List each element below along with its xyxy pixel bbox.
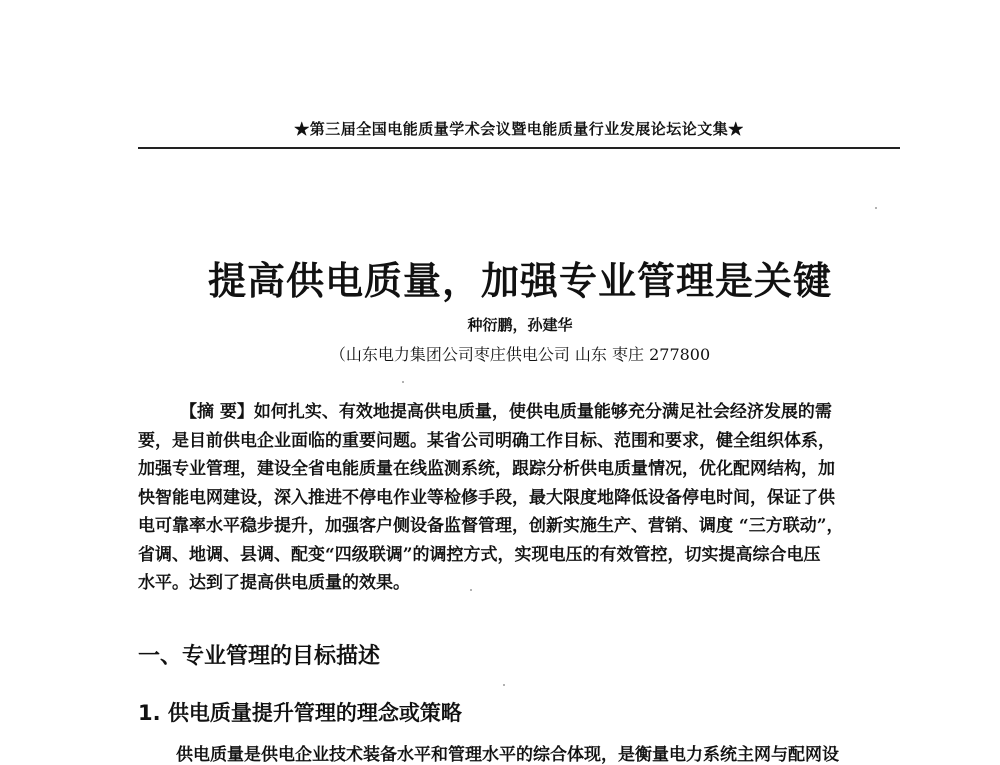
abstract-line: 要，是目前供电企业面临的重要问题。某省公司明确工作目标、范围和要求，健全组织体系，	[138, 430, 835, 451]
abstract-line: 省调、地调、县调、配变“四级联调”的调控方式，实现电压的有效管控，切实提高综合电压	[138, 544, 821, 565]
abstract-line: 水平。达到了提高供电质量的效果。	[138, 573, 410, 593]
paper-title: 提高供电质量，加强专业管理是关键	[207, 259, 832, 303]
scan-speck	[470, 589, 472, 591]
section-heading: 一、专业管理的目标描述	[138, 644, 381, 669]
scan-speck	[402, 381, 404, 383]
author-list: 种衍鹏，孙建华	[467, 316, 573, 334]
abstract-line: 【摘 要】如何扎实、有效地提高供电质量，使供电质量能够充分满足社会经济发展的需	[180, 402, 832, 422]
scan-speck	[875, 207, 877, 209]
body-paragraph-line: 供电质量是供电企业技术装备水平和管理水平的综合体现，是衡量电力系统主网与配网设	[176, 745, 839, 765]
subsection-heading: 1. 供电质量提升管理的理念或策略	[138, 701, 462, 725]
abstract-line: 快智能电网建设，深入推进不停电作业等检修手段，最大限度地降低设备停电时间，保证了供	[138, 487, 835, 508]
abstract-line: 加强专业管理，建设全省电能质量在线监测系统，跟踪分析供电质量情况，优化配网结构，加	[138, 459, 835, 479]
abstract-block	[138, 398, 900, 598]
scan-speck	[503, 684, 505, 686]
abstract-line: 电可靠率水平稳步提升，加强客户侧设备监督管理，创新实施生产、营销、调度 “三方联动”，	[138, 516, 844, 536]
running-header: ★第三届全国电能质量学术会议暨电能质量行业发展论坛论文集★	[294, 120, 744, 138]
header-rule	[138, 147, 900, 149]
author-affiliation: （山东电力集团公司枣庄供电公司 山东 枣庄 277800	[329, 345, 711, 364]
